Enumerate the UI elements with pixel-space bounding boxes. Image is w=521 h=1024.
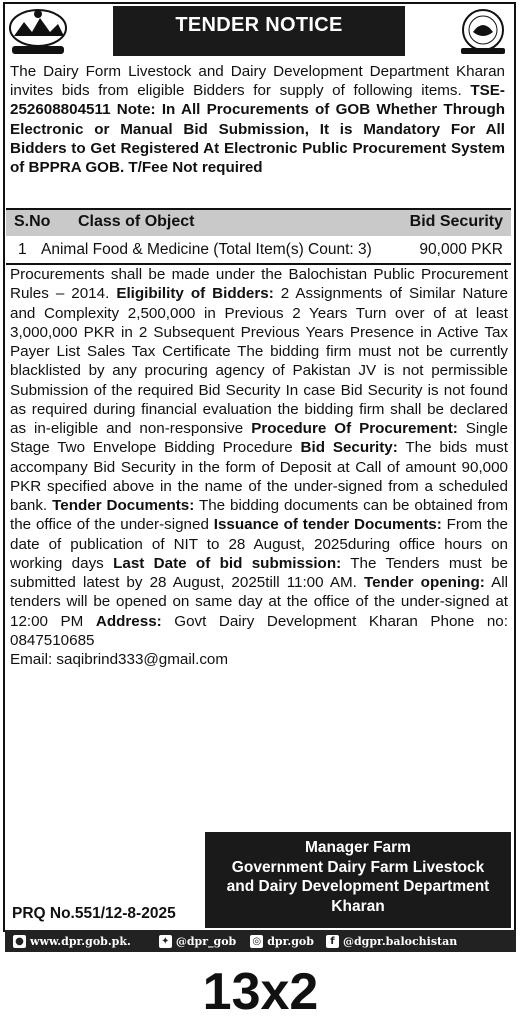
prq-number: PRQ No.551/12-8-2025: [12, 905, 176, 922]
globe-icon: ●: [13, 935, 26, 948]
col-sno-header: S.No: [14, 213, 51, 230]
facebook-link[interactable]: f @dgpr.balochistan: [326, 935, 457, 948]
page-title: TENDER NOTICE: [113, 6, 405, 56]
row-object: Animal Food & Medicine (Total Item(s) Count: 3): [41, 241, 372, 258]
instagram-link[interactable]: ◎ dpr.gob: [250, 935, 314, 948]
col-security-header: Bid Security: [409, 213, 503, 230]
website-link[interactable]: ● www.dpr.gob.pk.: [13, 935, 131, 948]
notice-body: Procurements shall be made under the Balochistan Public Procurement Rules – 2014. Eligibility of Bidders: 2 Assignments of Similar Nature and Complexity 2,500,000 in Previous 2 Years Turn over of at least 3,000,000 PKR in 2 Subsequent Previous Years Presence in Active Tax Payer List Sales Tax Certificate The bidding firm must not be currently blacklisted by any procuring agency of Pakistan JV is not permissible Submission of the required Bid Security In case Bid Security is not found as required during financial evaluation the bidding firm shall be declared as in-eligible and non-responsive Procedure Of Procurement: Single Stage Two Envelope Bidding Procedure Bid Security: The bids must accompany Bid Security in the form of Deposit at Call of amount 90,000 PKR specified above in the name of the under-signed from a scheduled bank. Tender Documents: The bidding documents can be obtained from the office of the under-signed Issuance of tender Documents: From the date of publication of NIT to 28 August, 2025during office hours on working days Last Date of bid submission: The Tenders must be submitted latest by 28 August, 2025till 11:00 AM. Tender opening: All tenders will be opened on same day at the office of the under-signed at 12:00 PM Address: Govt Dairy Development Kharan Phone no: 0847510685 Email: saqibrind333@gmail.com: [10, 266, 508, 668]
social-footer: [5, 930, 516, 952]
facebook-icon: f: [326, 935, 339, 948]
balochistan-emblem-logo: [6, 6, 70, 58]
twitter-link[interactable]: ✦ @dpr_gob: [159, 935, 236, 948]
instagram-icon: ◎: [250, 935, 263, 948]
col-object-header: Class of Object: [78, 213, 195, 230]
table-row: [6, 238, 511, 262]
signature-block: Manager Farm Government Dairy Farm Livestock and Dairy Development Department Kharan: [205, 832, 511, 928]
intro-paragraph: The Dairy Form Livestock and Dairy Development Department Kharan invites bids from eligible Bidders for supply of following items. TSE-252608804511 Note: In All Procurements of GOB Whether Through Electronic or Manual Bid Submission, It is Mandatory For All Bidders to Get Registered At Electronic Public Procurement System of BPPRA GOB. T/Fee Not required: [10, 63, 505, 177]
contact-email: Email: saqibrind333@gmail.com: [10, 651, 229, 668]
row-security: 90,000 PKR: [419, 241, 503, 258]
table-header: [6, 210, 511, 236]
twitter-icon: ✦: [159, 935, 172, 948]
ad-size-label: 13x2: [202, 963, 319, 1021]
registration-note: TSE-252608804511 Note: In All Procurements of GOB Whether Through Electronic or Manual Bid Submission, It is Mandatory For All Bidders to Get Registered At Electronic Public Procurement System of BPPRA GOB. T/Fee Not required: [10, 82, 505, 177]
row-sno: 1: [18, 241, 27, 258]
livestock-department-logo: [451, 6, 515, 58]
